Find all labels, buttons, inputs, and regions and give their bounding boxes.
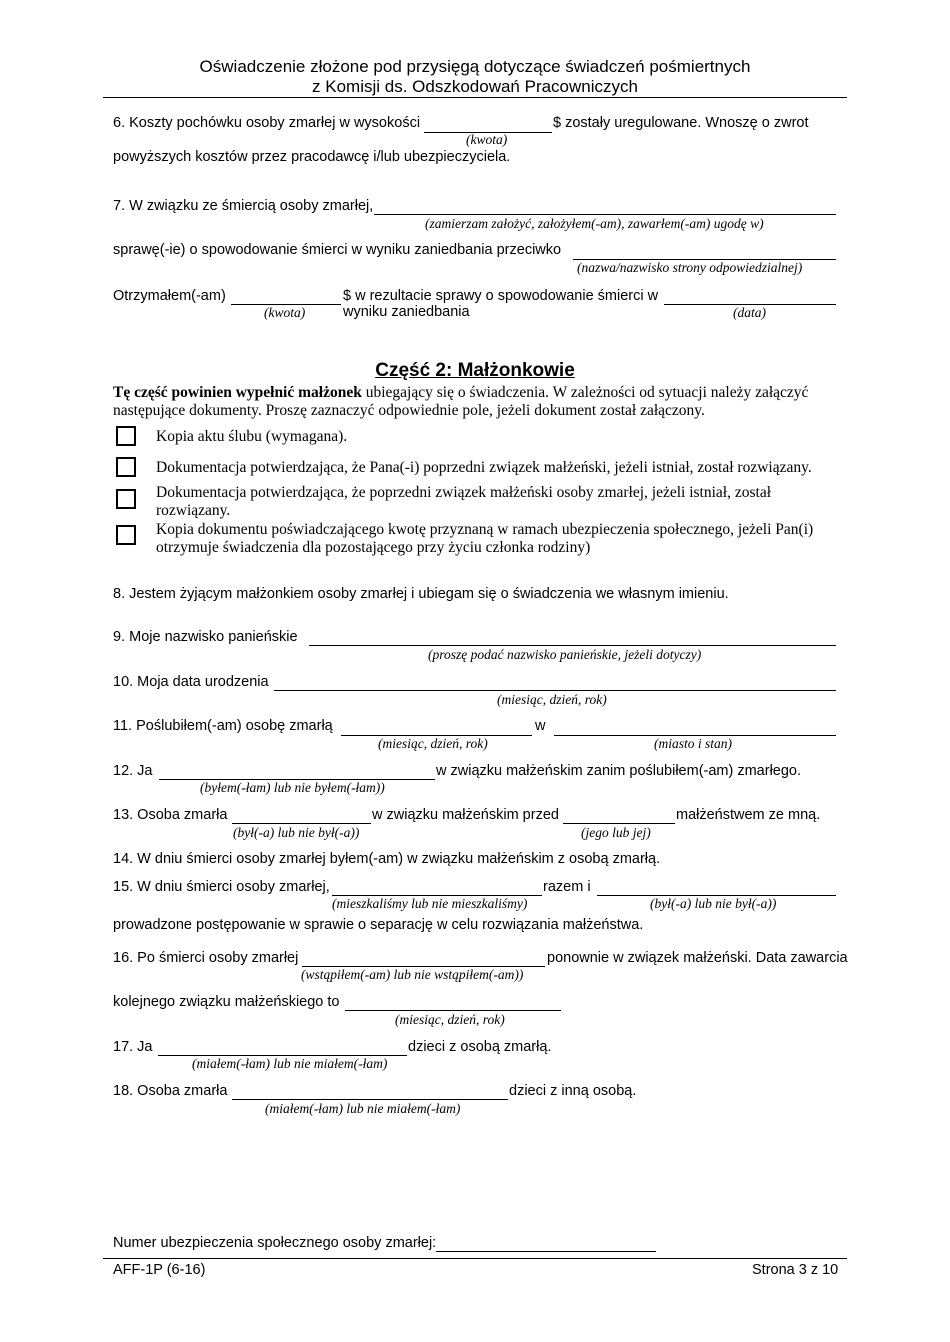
q7-text-b: sprawę(-ie) o spowodowanie śmierci w wyniku zaniedbania przeciwko <box>113 242 562 258</box>
checkbox-social-security[interactable] <box>116 525 136 545</box>
q9-text: 9. Moje nazwisko panieńskie <box>113 629 298 645</box>
q13-text-a: 13. Osoba zmarła <box>113 807 228 823</box>
q7-action-input[interactable] <box>374 196 836 215</box>
q13-text-b: w związku małżeńskim przed <box>372 807 559 823</box>
q7-text-c: Otrzymałem(-am) <box>113 288 226 304</box>
q7-text-e: wyniku zaniedbania <box>343 304 470 320</box>
checkbox-label-deceased-divorce: Dokumentacja potwierdzająca, że poprzedni związek małżeński osoby zmarłej, jeżeli istniał, został rozwiązany. <box>156 484 772 519</box>
q7-text-a: 7. W związku ze śmiercią osoby zmarłej, <box>113 198 374 214</box>
footer-divider <box>103 1258 847 1259</box>
header-title-line2: z Komisji ds. Odszkodowań Pracowniczych <box>312 77 638 96</box>
birth-date-input[interactable] <box>274 672 836 691</box>
q15-separation-input[interactable] <box>597 877 836 896</box>
q14-text: 14. W dniu śmierci osoby zmarłej byłem(-am) w związku małżeńskim z osobą zmarłą. <box>113 851 661 867</box>
q9-caption: (proszę podać nazwisko panieńskie, jeżeli dotyczy) <box>428 647 702 662</box>
q8-text: 8. Jestem żyjącym małżonkiem osoby zmarłej i ubiegam się o świadczenia we własnym imieniu. <box>113 586 729 602</box>
q16-remarried-input[interactable] <box>302 948 545 967</box>
q16-caption-b: (miesiąc, dzień, rok) <box>395 1012 505 1027</box>
q17-caption: (miałem(-łam) lub nie miałem(-łam) <box>192 1056 388 1071</box>
q11-caption-a: (miesiąc, dzień, rok) <box>378 736 488 751</box>
q6-amount-input[interactable] <box>424 114 552 133</box>
q11-caption-b: (miasto i stan) <box>654 736 733 751</box>
part2-intro <box>113 384 843 420</box>
q16-caption-a: (wstąpiłem(-am) lub nie wstąpiłem(-am)) <box>301 967 524 982</box>
checkbox-marriage-certificate[interactable] <box>116 426 136 446</box>
q12-text-b: w związku małżeńskim zanim poślubiłem(-am) zmarłego. <box>436 763 802 779</box>
q15-text-b: razem i <box>543 879 591 895</box>
checkbox-label-own-divorce: Dokumentacja potwierdzająca, że Pana(-i) poprzedni związek małżeński, jeżeli istniał, został rozwiązany. <box>156 459 812 476</box>
q16-remarriage-date-input[interactable] <box>345 992 561 1011</box>
checkbox-deceased-divorce[interactable] <box>116 489 136 509</box>
footer-ssn-label: Numer ubezpieczenia społecznego osoby zmarłej: <box>113 1235 437 1251</box>
part2-title: Część 2: Małżonkowie <box>375 360 575 381</box>
checkbox-label-social-security: Kopia dokumentu poświadczającego kwotę przyznaną w ramach ubezpieczenia społecznego, jeżeli Pan(i) otrzymuje świadczenia dla pozostającego przy życiu członka rodziny) <box>156 521 814 556</box>
q17-text-b: dzieci z osobą zmarłą. <box>408 1039 552 1055</box>
q16-text-a: 16. Po śmierci osoby zmarłej <box>113 950 299 966</box>
checkbox-own-divorce[interactable] <box>116 457 136 477</box>
marriage-place-input[interactable] <box>554 717 836 736</box>
q10-text: 10. Moja data urodzenia <box>113 674 269 690</box>
maiden-name-input[interactable] <box>309 627 836 646</box>
q11-text-a: 11. Poślubiłem(-am) osobę zmarłą <box>113 718 333 734</box>
q6-caption: (kwota) <box>466 132 508 147</box>
q15-caption-b: (był(-a) lub nie był(-a)) <box>650 896 777 911</box>
q7-text-d: $ w rezultacie sprawy o spowodowanie śmierci w <box>343 288 659 304</box>
q13-deceased-prior-input[interactable] <box>232 805 371 824</box>
q13-caption-b: (jego lub jej) <box>581 825 651 840</box>
q7-caption-b: (nazwa/nazwisko strony odpowiedzialnej) <box>577 260 803 275</box>
marriage-date-input[interactable] <box>341 717 532 736</box>
q16-text-c: kolejnego związku małżeńskiego to <box>113 994 340 1010</box>
q11-text-b: w <box>535 718 546 734</box>
q7-caption-d: (data) <box>733 305 766 320</box>
q13-text-c: małżeństwem ze mną. <box>676 807 821 823</box>
q7-caption-c: (kwota) <box>264 305 306 320</box>
checkbox-label-marriage-certificate: Kopia aktu ślubu (wymagana). <box>156 428 348 445</box>
q16-text-b: ponownie w związek małżeński. Data zawarcia <box>547 950 848 966</box>
q18-text-b: dzieci z inną osobą. <box>509 1083 637 1099</box>
q15-caption-a: (mieszkaliśmy lub nie mieszkaliśmy) <box>332 896 528 911</box>
ssn-input[interactable] <box>436 1233 656 1252</box>
q18-children-other-input[interactable] <box>232 1081 508 1100</box>
q10-caption: (miesiąc, dzień, rok) <box>497 692 607 707</box>
q6-text-c: powyższych kosztów przez pracodawcę i/lub ubezpieczyciela. <box>113 149 511 165</box>
q12-text-a: 12. Ja <box>113 763 153 779</box>
q12-caption: (byłem(-łam) lub nie byłem(-łam)) <box>200 780 385 795</box>
q17-children-input[interactable] <box>158 1037 407 1056</box>
q12-prior-marriage-input[interactable] <box>159 761 435 780</box>
q13-caption-a: (był(-a) lub nie był(-a)) <box>233 825 360 840</box>
footer-page-number: Strona 3 z 10 <box>752 1262 839 1278</box>
header-title-line1: Oświadczenie złożone pod przysięgą dotyczące świadczeń pośmiertnych <box>199 57 751 76</box>
q7-received-amount-input[interactable] <box>231 286 341 305</box>
header-divider <box>103 97 847 98</box>
q15-text-a: 15. W dniu śmierci osoby zmarłej, <box>113 879 330 895</box>
footer-form-id: AFF-1P (6-16) <box>113 1262 206 1278</box>
q15-lived-together-input[interactable] <box>332 877 542 896</box>
q7-party-input[interactable] <box>573 241 836 260</box>
q13-his-her-input[interactable] <box>563 805 675 824</box>
part2-intro-bold: Tę część powinien wypełnić małżonek <box>113 384 362 401</box>
q18-text-a: 18. Osoba zmarła <box>113 1083 228 1099</box>
q6-text-b: $ zostały uregulowane. Wnoszę o zwrot <box>553 115 809 131</box>
q15-text-c: prowadzone postępowanie w sprawie o separację w celu rozwiązania małżeństwa. <box>113 917 644 933</box>
q18-caption: (miałem(-łam) lub nie miałem(-łam) <box>265 1101 461 1116</box>
q17-text-a: 17. Ja <box>113 1039 153 1055</box>
q7-caption-a: (zamierzam założyć, założyłem(-am), zawarłem(-am) ugodę w) <box>425 216 764 231</box>
q7-date-input[interactable] <box>664 286 836 305</box>
part2-intro-rest: ubiegający się o świadczenia. W zależności od sytuacji należy załączyć następujące dokumenty. Proszę zaznaczyć odpowiednie pole, jeżeli dokument został załączony. <box>113 384 809 419</box>
q6-text-a: 6. Koszty pochówku osoby zmarłej w wysokości <box>113 115 421 131</box>
